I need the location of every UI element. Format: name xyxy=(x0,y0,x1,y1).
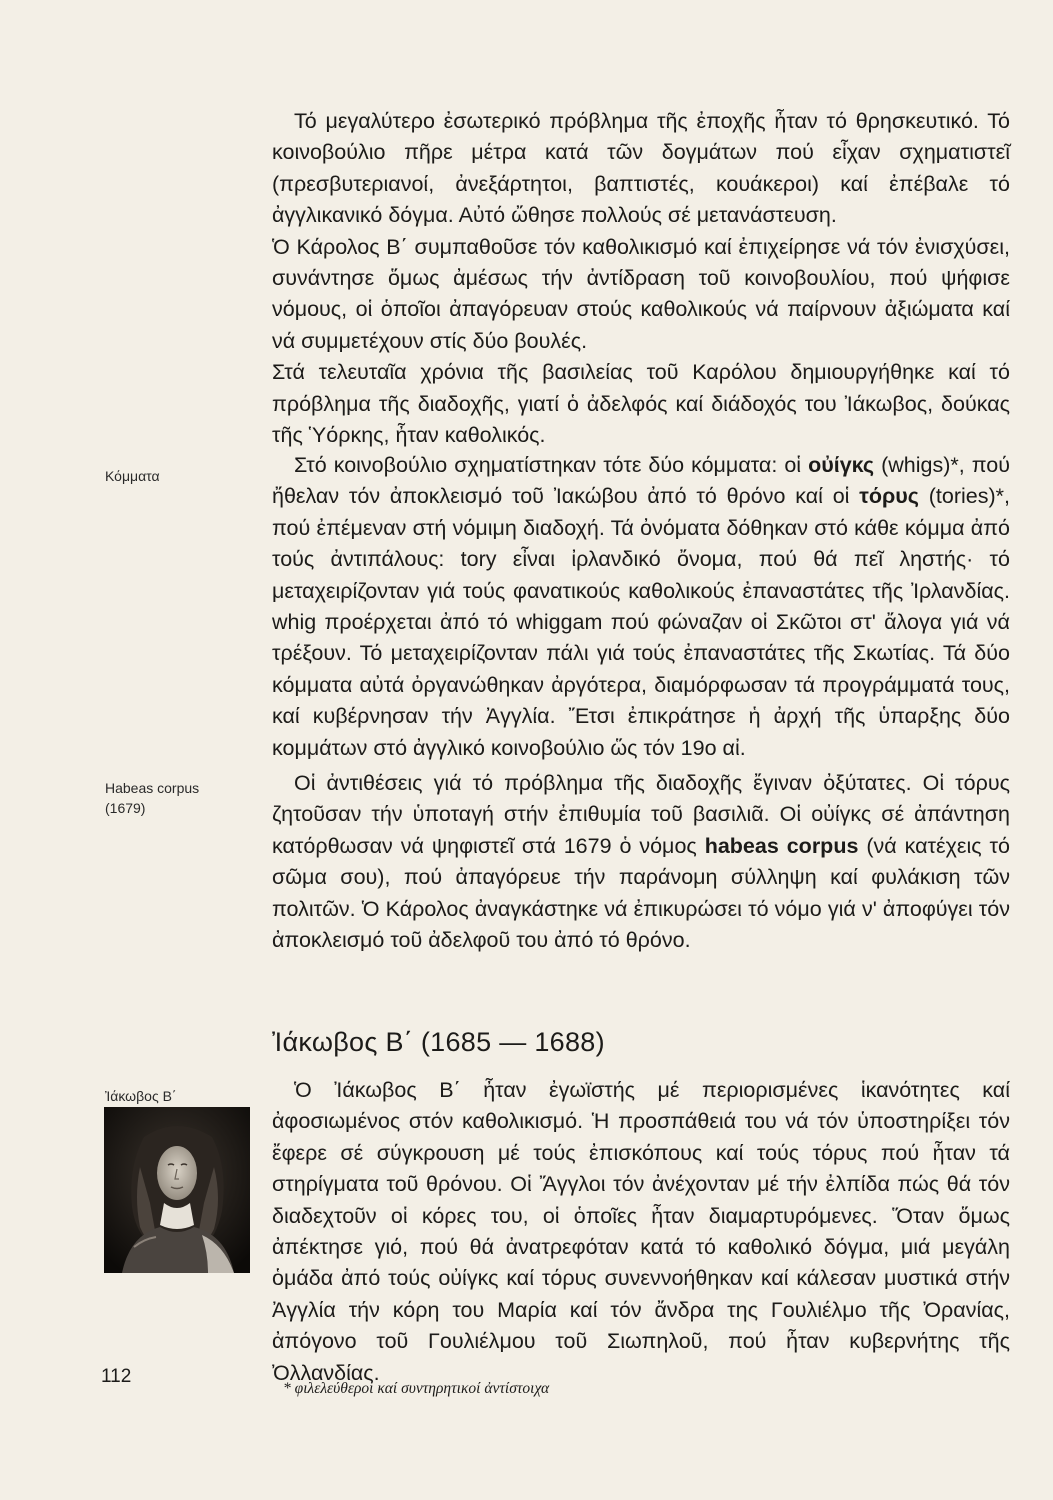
margin-note-iakovos: Ἰάκωβος Β΄ xyxy=(105,1088,177,1104)
paragraph-james-ii: Ὁ Ἰάκωβος Β΄ ἦταν ἐγωϊστής μέ περιορισμένες ἱκανότητες καί ἀφοσιωμένος στόν καθολικισμό. Ἡ προσπάθειά του νά τόν ὑποστηρίξει τόν ἔφερε σέ σύγκρουση μέ τούς ἐπισκόπους καί τούς τόρυς πού ἦταν τά στηρίγματα τοῦ θρόνου. Οἱ Ἄγγλοι τόν ἀνέχονταν μέ τήν ἐλπίδα πώς θά τόν διαδεχτοῦν οἱ κόρες του, οἱ ὁποῖες ἦταν διαμαρτυρόμενες. Ὅταν ὅμως ἀπέκτησε γιό, πού θά ἀνατρεφόταν κατά τό καθολικό δόγμα, μιά μεγάλη ὁμάδα ἀπό τούς οὐίγκς καί τόρυς συνεννοήθηκαν καί κάλεσαν μυστικά στήν Ἀγγλία τήν κόρη του Μαρία καί τόν ἄνδρα της Γουλιέλμο τῆς Ὀρανίας, ἀπόγονο τοῦ Γουλιέλμου τοῦ Σιωπηλοῦ, πού ἦταν κυβερνήτης τῆς Ὀλλανδίας. xyxy=(272,1078,1010,1385)
paragraph-parties-text-3: (tories)*, πού ἐπέμεναν στή νόμιμη διαδοχή. Τά ὀνόματα δόθηκαν στό κάθε κόμμα ἀπό τούς ἀντιπάλους: tory εἶναι ἰρλανδικό ὄνομα, πού θά πεῖ ληστής· τό μεταχειρίζονταν γιά τούς φανατικούς καθολικούς ἐπαναστάτες τῆς Ἰρλανδίας. whig προέρχεται ἀπό τό whiggam πού φώναζαν οἱ Σκῶτοι στ' ἄλογα γιά νά τρέξουν. Τό μεταχειρίζονταν πάλι γιά τούς ἐπαναστάτες τῆς Σκωτίας. Τά δύο κόμματα αὐτά ὀργανώθηκαν ἀργότερα, διαμόρφωσαν τά προγράμματά τους, καί κυβέρνησαν τήν Ἀγγλία. Ἔτσι ἐπικράτησε ἡ ἀρχή τῆς ὑπαρξης δύο κομμάτων στό ἀγγλικό κοινοβούλιο ὥς τόν 19ο αἰ. xyxy=(272,484,1010,760)
paragraph-succession-problem: Στά τελευταῖα χρόνια τῆς βασιλείας τοῦ Καρόλου δημιουργήθηκε καί τό πρόβλημα τῆς διαδοχῆς, γιατί ὁ ἀδελφός καί διάδοχός του Ἰάκωβος, δούκας τῆς Ὑόρκης, ἦταν καθολικός. xyxy=(272,360,1010,448)
margin-note-habeas-title: Habeas corpus xyxy=(105,780,200,796)
paragraph-charles-catholicism: Ὁ Κάρολος Β΄ συμπαθοῦσε τόν καθολικισμό καί ἐπιχείρησε νά τόν ἐνισχύσει, συνάντησε ὅμως ἀμέσως τήν ἀντίδραση τοῦ κοινοβουλίου, πού ψήφισε νόμους, οἱ ὁποῖοι ἀπαγόρευαν στούς καθολικούς νά παίρνουν ἀξιώματα καί νά συμμετέχουν στίς δύο βουλές. xyxy=(272,234,1010,353)
term-whigs: οὐίγκς xyxy=(808,453,875,477)
main-text-james xyxy=(272,1075,1010,1389)
paragraph-habeas-corpus xyxy=(272,768,1010,956)
main-text-habeas xyxy=(272,768,1010,956)
main-text-top xyxy=(272,106,1010,451)
term-habeas-corpus: habeas corpus xyxy=(704,833,859,858)
paragraph-parties-text-2: (whigs)*, πού ἤθελαν τόν ἀποκλεισμό τοῦ Ἰακώβου ἀπό τό θρόνο καί οἱ xyxy=(272,453,1010,509)
section-heading: Ἰάκωβος Β΄ (1685 — 1688) xyxy=(272,1027,605,1057)
paragraph-parties xyxy=(272,450,1010,764)
footnote: * φιλελεύθεροι καί συντηρητικοί ἀντίστοιχα xyxy=(283,1380,550,1397)
margin-note-habeas xyxy=(105,778,255,818)
margin-note-habeas-year: (1679) xyxy=(105,800,146,816)
paragraph-habeas-text-1: Οἱ ἀντιθέσεις γιά τό πρόβλημα τῆς διαδοχῆς ἔγιναν ὀξύτατες. Οἱ τόρυς ζητοῦσαν τήν ὑποταγή στήν ἐπιθυμία τοῦ βασιλιᾶ. Οἱ οὐίγκς σέ ἀπάντηση κατόρθωσαν νά ψηφιστεῖ στά 1679 ὁ νόμος xyxy=(272,771,1010,858)
term-tories: τόρυς xyxy=(859,484,919,509)
main-text-parties xyxy=(272,450,1010,764)
portrait-image xyxy=(104,1107,250,1273)
page-number: 112 xyxy=(101,1366,132,1387)
paragraph-religious-problem: Τό μεγαλύτερο ἐσωτερικό πρόβλημα τῆς ἐποχῆς ἦταν τό θρησκευτικό. Τό κοινοβούλιο πῆρε μέτρα κατά τῶν δογμάτων πού εἶχαν σχηματιστεῖ (πρεσβυτεριανοί, ἀνεξάρτητοι, βαπτιστές, κουάκεροι) καί ἐπέβαλε τό ἀγγλικανικό δόγμα. Αὐτό ὤθησε πολλούς σέ μετανάστευση. xyxy=(272,109,1010,228)
margin-note-kommata: Κόμματα xyxy=(105,468,160,484)
paragraph-parties-text-1: Στό κοινοβούλιο σχηματίστηκαν τότε δύο κόμματα: οἱ xyxy=(294,453,809,477)
portrait-james-ii xyxy=(104,1107,250,1273)
paragraph-habeas-text-2: (νά κατέχεις τό σῶμα σου), πού ἀπαγόρευε τήν παράνομη σύλληψη καί φυλάκιση τῶν πολιτῶν. Ὁ Κάρολος ἀναγκάστηκε νά ἐπικυρώσει τό νόμο γιά ν' ἀποφύγει τόν ἀποκλεισμό τοῦ ἀδελφοῦ του ἀπό τό θρόνο. xyxy=(272,833,1011,953)
